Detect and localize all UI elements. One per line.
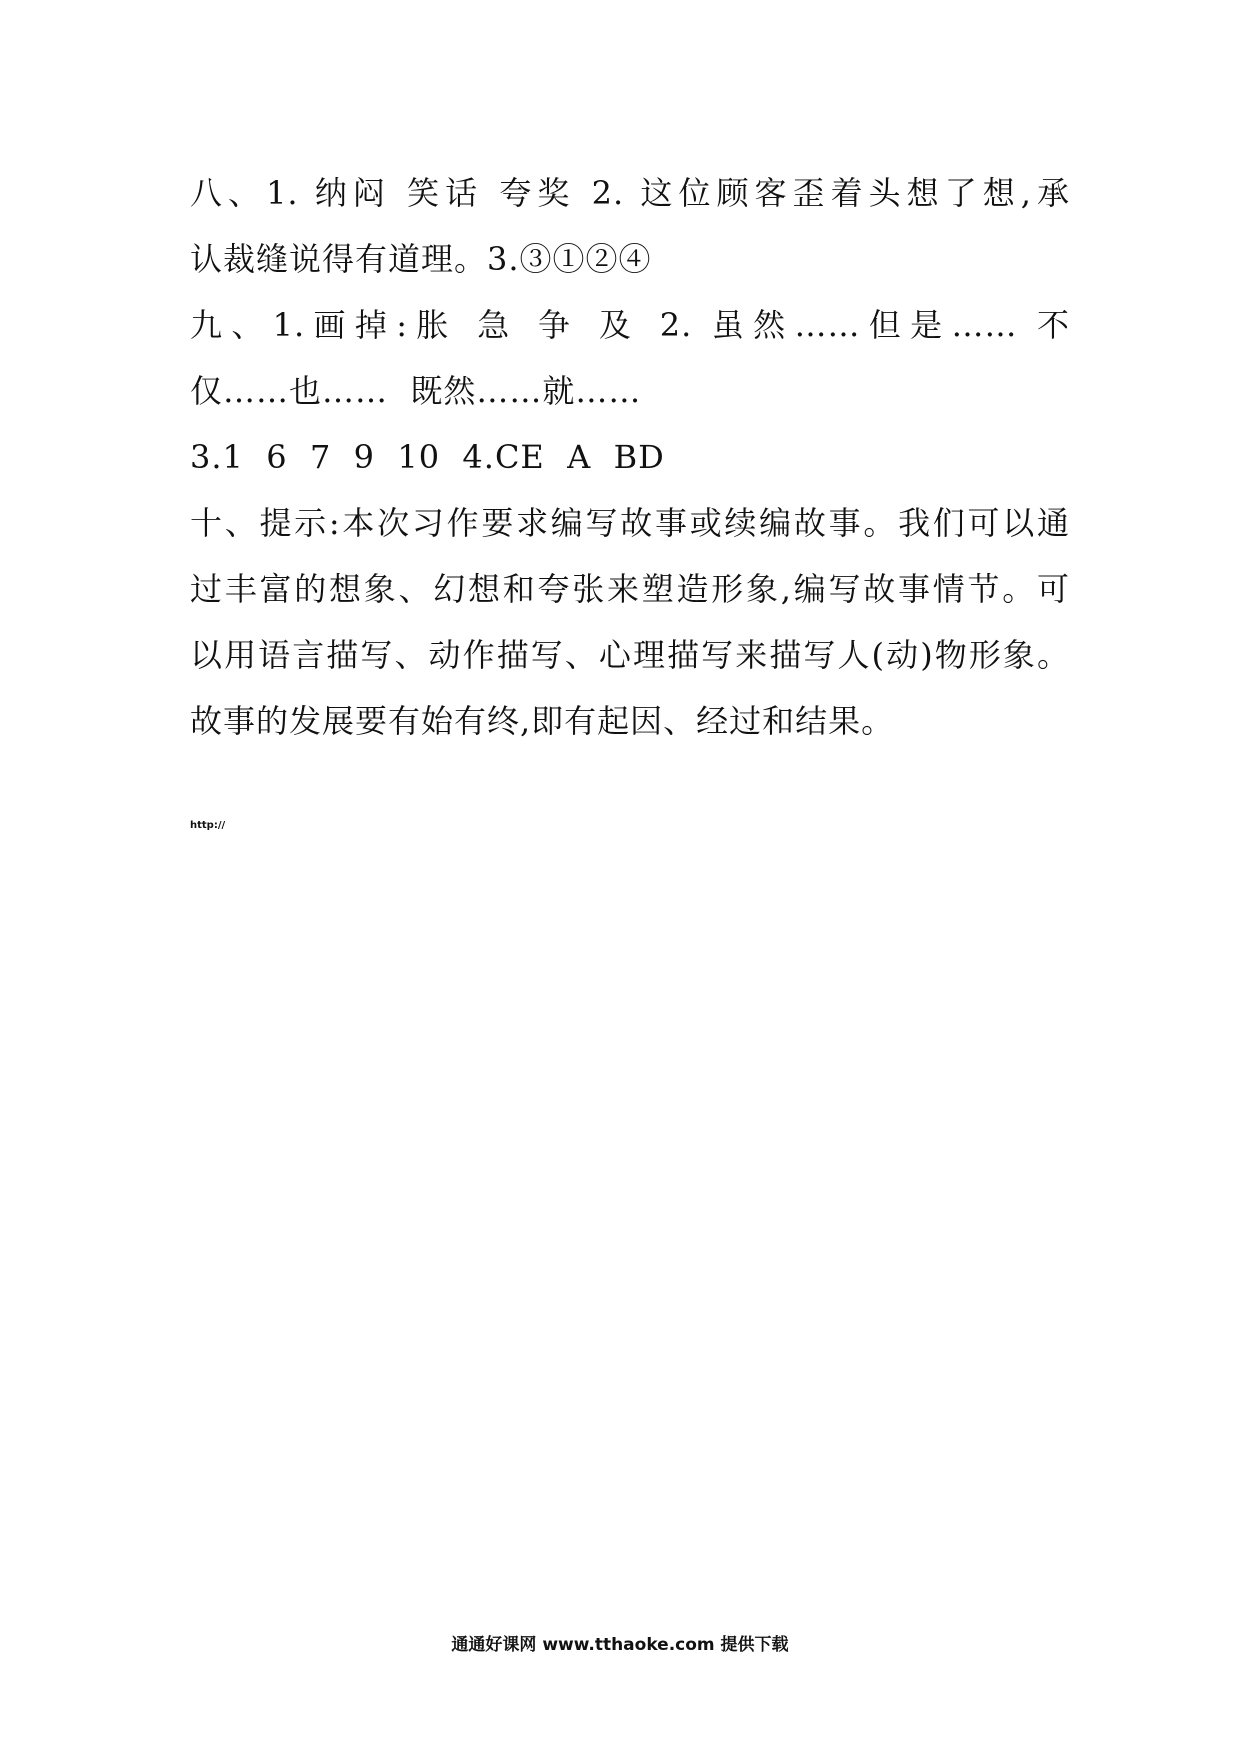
section-8-line-2: 认裁缝说得有道理。3.③①②④ [190, 240, 652, 278]
url-note: http:// [190, 820, 226, 831]
section-10-line-2: 过丰富的想象、幻想和夸张来塑造形象,编写故事情节。可 [190, 570, 1070, 608]
section-8-line-1: 八、1. 纳闷 笑话 夸奖 2. 这位顾客歪着头想了想,承 [190, 174, 1070, 212]
section-10-line-3: 以用语言描写、动作描写、心理描写来描写人(动)物形象。 [190, 636, 1070, 674]
section-9-line-1: 九、1.画掉:胀 急 争 及 2. 虽然……但是…… 不 [190, 306, 1070, 344]
footer-credit: 通通好课网 www.tthaoke.com 提供下载 [451, 1635, 789, 1655]
answer-content [190, 160, 1070, 754]
section-10-line-1: 十、提示:本次习作要求编写故事或续编故事。我们可以通 [190, 504, 1070, 542]
section-10-line-4: 故事的发展要有始有终,即有起因、经过和结果。 [190, 702, 895, 740]
section-9-line-3: 3.1 6 7 9 10 4.CE A BD [190, 438, 665, 476]
section-9-line-2: 仅……也…… 既然……就…… [190, 372, 642, 410]
